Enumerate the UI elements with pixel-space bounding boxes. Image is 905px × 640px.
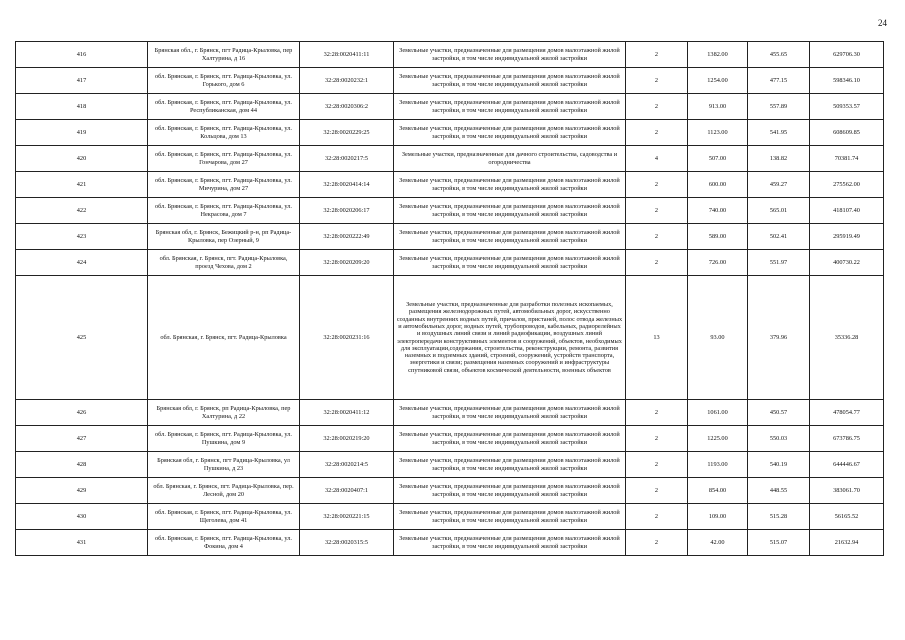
cadastral-number-cell: 32:28:0020229:25 [300,120,394,146]
group-cell: 2 [626,94,688,120]
land-purpose-cell: Земельные участки, предназначенные для размещения домов малоэтажной жилой застройки, в том числе индивидуальной жилой застройки [394,42,626,68]
cadastral-value-cell: 21632.94 [810,530,884,556]
page-number: 24 [878,18,887,28]
address-cell: Брянская обл., г. Брянск, пгт Радица-Крыловка, пер Халтурина, д 16 [148,42,300,68]
cadastral-value-cell: 509353.57 [810,94,884,120]
address-cell: Брянская обл, г. Брянск, Бежицкий р-н, рп Радица-Крыловка, пер Озерный, 9 [148,224,300,250]
address-cell: обл. Брянская, г. Брянск, пгт. Радица-Крыловка, ул. Щеголева, дом 41 [148,504,300,530]
group-cell: 2 [626,530,688,556]
group-cell: 2 [626,478,688,504]
address-cell: обл. Брянская, г. Брянск, пгт. Радица-Крыловка, ул. Некрасова, дом 7 [148,198,300,224]
area-cell: 1123.00 [688,120,748,146]
specific-value-cell: 515.07 [748,530,810,556]
group-cell: 13 [626,276,688,400]
cadastral-value-cell: 275562.00 [810,172,884,198]
address-cell: обл. Брянская, г. Брянск, пгт. Радица-Крыловка, ул. Мичурина, дом 27 [148,172,300,198]
address-cell: обл. Брянская, г. Брянск, пгт. Радица-Крыловка, ул. Пушкина, дом 9 [148,426,300,452]
table-row [16,452,884,478]
table-body [16,42,884,556]
group-cell: 2 [626,172,688,198]
row-number: 419 [16,120,148,146]
land-purpose-cell: Земельные участки, предназначенные для размещения домов малоэтажной жилой застройки, в том числе индивидуальной жилой застройки [394,198,626,224]
cadastral-number-cell: 32:28:0020209:20 [300,250,394,276]
row-number: 429 [16,478,148,504]
row-number: 431 [16,530,148,556]
table-row [16,276,884,400]
land-purpose-cell: Земельные участки, предназначенные для размещения домов малоэтажной жилой застройки, в том числе индивидуальной жилой застройки [394,94,626,120]
land-purpose-cell: Земельные участки, предназначенные для размещения домов малоэтажной жилой застройки, в том числе индивидуальной жилой застройки [394,504,626,530]
specific-value-cell: 448.55 [748,478,810,504]
cadastral-number-cell: 32:28:0020315:5 [300,530,394,556]
specific-value-cell: 502.41 [748,224,810,250]
table-row [16,400,884,426]
table-row [16,198,884,224]
cadastral-value-cell: 295919.49 [810,224,884,250]
address-cell: обл. Брянская, г. Брянск, пгт. Радица-Крыловка, ул. Гончарова, дом 27 [148,146,300,172]
row-number: 426 [16,400,148,426]
area-cell: 1193.00 [688,452,748,478]
address-cell: обл. Брянская, г. Брянск, пгт. Радица-Крыловка [148,276,300,400]
row-number: 423 [16,224,148,250]
cadastral-value-cell: 673786.75 [810,426,884,452]
cadastral-number-cell: 32:28:0020221:15 [300,504,394,530]
cadastral-value-cell: 70381.74 [810,146,884,172]
table-row [16,250,884,276]
row-number: 420 [16,146,148,172]
address-cell: Брянская обл, г. Брянск, пгт Радица-Крыловка, ул Пушкина, д 23 [148,452,300,478]
cadastral-value-cell: 35336.28 [810,276,884,400]
table-row [16,224,884,250]
specific-value-cell: 455.65 [748,42,810,68]
cadastral-value-cell: 418107.40 [810,198,884,224]
land-purpose-cell: Земельные участки, предназначенные для размещения домов малоэтажной жилой застройки, в том числе индивидуальной жилой застройки [394,452,626,478]
row-number: 418 [16,94,148,120]
cadastral-number-cell: 32:28:0020306:2 [300,94,394,120]
address-cell: обл. Брянская, г. Брянск, пгт. Радица-Крыловка, проезд Чехова, дом 2 [148,250,300,276]
area-cell: 854.00 [688,478,748,504]
group-cell: 2 [626,120,688,146]
table-row [16,478,884,504]
area-cell: 42.00 [688,530,748,556]
row-number: 417 [16,68,148,94]
row-number: 416 [16,42,148,68]
row-number: 425 [16,276,148,400]
row-number: 421 [16,172,148,198]
area-cell: 726.00 [688,250,748,276]
row-number: 428 [16,452,148,478]
cadastral-number-cell: 32:28:0020411:11 [300,42,394,68]
cadastral-number-cell: 32:28:0020214:5 [300,452,394,478]
land-purpose-cell: Земельные участки, предназначенные для размещения домов малоэтажной жилой застройки, в том числе индивидуальной жилой застройки [394,224,626,250]
cadastral-number-cell: 32:28:0020222:49 [300,224,394,250]
group-cell: 2 [626,504,688,530]
group-cell: 4 [626,146,688,172]
specific-value-cell: 550.03 [748,426,810,452]
area-cell: 109.00 [688,504,748,530]
row-number: 430 [16,504,148,530]
cadastral-number-cell: 32:28:0020414:14 [300,172,394,198]
specific-value-cell: 138.82 [748,146,810,172]
group-cell: 2 [626,224,688,250]
land-parcels-table [15,41,884,556]
specific-value-cell: 541.95 [748,120,810,146]
cadastral-number-cell: 32:28:0020407:1 [300,478,394,504]
cadastral-number-cell: 32:28:0020231:16 [300,276,394,400]
cadastral-number-cell: 32:28:0020206:17 [300,198,394,224]
address-cell: обл. Брянская, г. Брянск, пгт. Радица-Крыловка, пер. Лесной, дом 20 [148,478,300,504]
specific-value-cell: 379.96 [748,276,810,400]
table-row [16,172,884,198]
group-cell: 2 [626,452,688,478]
address-cell: Брянская обл, г. Брянск, рп Радица-Крыловка, пер Халтурина, д 22 [148,400,300,426]
land-purpose-cell: Земельные участки, предназначенные для размещения домов малоэтажной жилой застройки, в том числе индивидуальной жилой застройки [394,478,626,504]
cadastral-value-cell: 608609.85 [810,120,884,146]
land-purpose-cell: Земельные участки, предназначенные для размещения домов малоэтажной жилой застройки, в том числе индивидуальной жилой застройки [394,250,626,276]
row-number: 424 [16,250,148,276]
table-row [16,120,884,146]
group-cell: 2 [626,68,688,94]
area-cell: 1254.00 [688,68,748,94]
table-row [16,94,884,120]
specific-value-cell: 459.27 [748,172,810,198]
land-purpose-cell: Земельные участки, предназначенные для размещения домов малоэтажной жилой застройки, в том числе индивидуальной жилой застройки [394,426,626,452]
row-number: 422 [16,198,148,224]
land-purpose-cell: Земельные участки, предназначенные для размещения домов малоэтажной жилой застройки, в том числе индивидуальной жилой застройки [394,120,626,146]
cadastral-value-cell: 56165.52 [810,504,884,530]
land-purpose-cell: Земельные участки, предназначенные для разработки полезных ископаемых, размещения железнодорожных путей, автомобильных дорог, искусственно созданных внутренних водных путей, причалов, пристаней, полос отвода железных и автомобильных дорог, водных путей, трубопроводов, кабельных, радиорелейных и воздушных линий связи и линий радиофикации, воздушных линий электропередачи конструктивных элементов и сооружений, объектов, необходимых для эксплуатации,содержания, строительства, реконструкции, ремонта, развития наземных и подземных зданий, строений, сооружений, устройств транспорта, энергетики и связи; размещения наземных сооружений и инфраструктуры спутниковой связи, объектов космической деятельности, военных объектов [394,276,626,400]
specific-value-cell: 540.19 [748,452,810,478]
cadastral-number-cell: 32:28:0020232:1 [300,68,394,94]
land-purpose-cell: Земельные участки, предназначенные для размещения домов малоэтажной жилой застройки, в том числе индивидуальной жилой застройки [394,530,626,556]
group-cell: 2 [626,426,688,452]
land-purpose-cell: Земельные участки, предназначенные для дачного строительства, садоводства и огородничества [394,146,626,172]
cadastral-number-cell: 32:28:0020411:12 [300,400,394,426]
address-cell: обл. Брянская, г. Брянск, пгт. Радица-Крыловка, ул. Фокина, дом 4 [148,530,300,556]
area-cell: 600.00 [688,172,748,198]
specific-value-cell: 557.89 [748,94,810,120]
specific-value-cell: 450.57 [748,400,810,426]
area-cell: 1061.00 [688,400,748,426]
address-cell: обл. Брянская, г. Брянск, пгт. Радица-Крыловка, ул. Кольцова, дом 13 [148,120,300,146]
area-cell: 740.00 [688,198,748,224]
cadastral-value-cell: 400730.22 [810,250,884,276]
group-cell: 2 [626,42,688,68]
land-purpose-cell: Земельные участки, предназначенные для размещения домов малоэтажной жилой застройки, в том числе индивидуальной жилой застройки [394,172,626,198]
address-cell: обл. Брянская, г. Брянск, пгт. Радица-Крыловка, ул. Горького, дом 6 [148,68,300,94]
area-cell: 913.00 [688,94,748,120]
group-cell: 2 [626,198,688,224]
cadastral-value-cell: 598346.10 [810,68,884,94]
table-row [16,426,884,452]
table-row [16,146,884,172]
specific-value-cell: 551.97 [748,250,810,276]
land-purpose-cell: Земельные участки, предназначенные для размещения домов малоэтажной жилой застройки, в том числе индивидуальной жилой застройки [394,400,626,426]
specific-value-cell: 515.28 [748,504,810,530]
table-row [16,504,884,530]
table-row [16,68,884,94]
land-purpose-cell: Земельные участки, предназначенные для размещения домов малоэтажной жилой застройки, в том числе индивидуальной жилой застройки [394,68,626,94]
specific-value-cell: 565.01 [748,198,810,224]
cadastral-value-cell: 478054.77 [810,400,884,426]
area-cell: 589.00 [688,224,748,250]
address-cell: обл. Брянская, г. Брянск, пгт. Радица-Крыловка, ул. Республиканская, дом 44 [148,94,300,120]
row-number: 427 [16,426,148,452]
cadastral-number-cell: 32:28:0020217:5 [300,146,394,172]
table-row [16,42,884,68]
table-row [16,530,884,556]
specific-value-cell: 477.15 [748,68,810,94]
area-cell: 507.00 [688,146,748,172]
group-cell: 2 [626,250,688,276]
cadastral-value-cell: 383061.70 [810,478,884,504]
area-cell: 1382.00 [688,42,748,68]
area-cell: 93.00 [688,276,748,400]
area-cell: 1225.00 [688,426,748,452]
group-cell: 2 [626,400,688,426]
cadastral-number-cell: 32:28:0020219:20 [300,426,394,452]
cadastral-value-cell: 644446.67 [810,452,884,478]
cadastral-value-cell: 629706.30 [810,42,884,68]
